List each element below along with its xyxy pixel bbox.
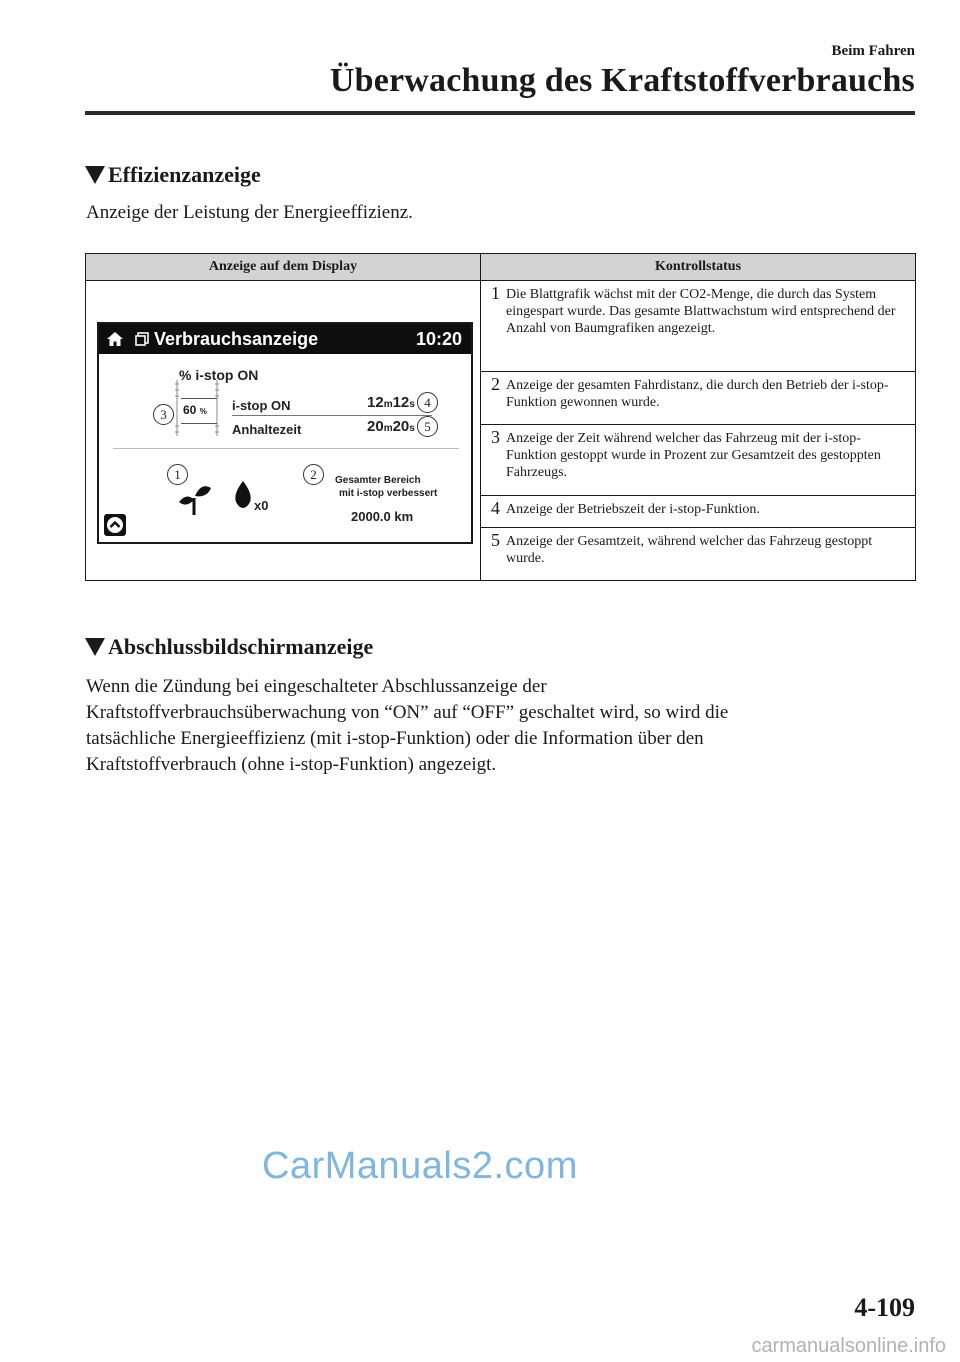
- paragraph-line: Kraftstoffverbrauch (ohne i-stop-Funktion) angezeigt.: [86, 754, 497, 775]
- col-header-display: Anzeige auf dem Display: [86, 254, 481, 281]
- item-number: 2: [491, 374, 500, 394]
- item-text: Die Blattgrafik wächst mit der CO2-Menge, die durch das System eingespart wurde. Das gesamte Blattwachstum wird entsprechend der Anzahl von Baumgrafiken angezeigt.: [506, 287, 896, 336]
- istop-percent-unit: %: [199, 407, 207, 416]
- efficiency-heading-text: Effizienzanzeige: [108, 162, 261, 187]
- triangle-marker-icon: [85, 638, 105, 656]
- efficiency-heading: [85, 162, 261, 188]
- range-label-line1: Gesamter Bereich: [335, 475, 421, 486]
- item-text: Anzeige der gesamten Fahrdistanz, die durch den Betrieb der i-stop-Funktion gewonnen wurde.: [506, 378, 889, 410]
- stop-time-value: 20m20s: [367, 418, 415, 435]
- status-item-1: [481, 281, 916, 372]
- screen-title-bar: [99, 324, 471, 354]
- item-number: 3: [491, 427, 500, 447]
- item-number: 4: [491, 498, 500, 518]
- watermark: CarManuals2.com: [262, 1145, 578, 1187]
- section-divider: [113, 448, 459, 449]
- col-header-status: Kontrollstatus: [481, 254, 916, 281]
- divider-line: [232, 415, 432, 416]
- callout-3: 3: [153, 404, 174, 425]
- closing-paragraph: [86, 674, 728, 778]
- paragraph-line: tatsächliche Energieeffizienz (mit i-stop-Funktion) oder die Information über den: [86, 728, 704, 749]
- callout-5: 5: [417, 416, 438, 437]
- paragraph-line: Kraftstoffverbrauchsüberwachung von “ON” auf “OFF” geschaltet wird, so wird die: [86, 702, 729, 723]
- item-text: Anzeige der Betriebszeit der i-stop-Funktion.: [506, 502, 760, 517]
- callout-4: 4: [417, 392, 438, 413]
- home-icon: [106, 331, 124, 347]
- paragraph-line: Wenn die Zündung bei eingeschalteter Abschlussanzeige der: [86, 676, 547, 697]
- status-item-4: [481, 496, 916, 528]
- status-item-3: [481, 425, 916, 496]
- istop-percent-label: % i-stop ON: [179, 367, 259, 383]
- submenu-icon: [135, 332, 149, 346]
- page-header: [330, 42, 915, 100]
- callout-2: 2: [303, 464, 324, 485]
- tree-icon: [233, 480, 253, 510]
- callout-1: 1: [167, 464, 188, 485]
- display-illustration-cell: [86, 281, 481, 581]
- page-title: Überwachung des Kraftstoffverbrauchs: [329, 62, 915, 99]
- status-item-2: [481, 372, 916, 425]
- range-value: 2000.0 km: [351, 509, 414, 524]
- header-rule: [85, 111, 915, 115]
- item-text: Anzeige der Zeit während welcher das Fahrzeug mit der i-stop-Funktion gestoppt wurde in Prozent zur Gesamtzeit des gestoppten Fahrzeugs.: [506, 431, 881, 480]
- page-number: 4-109: [854, 1293, 915, 1322]
- tree-count: x0: [254, 498, 269, 513]
- istop-percent-value: 60: [183, 403, 197, 417]
- istop-percent-gauge: [173, 376, 221, 440]
- control-status-table: [85, 253, 916, 581]
- screen-menu-button: [104, 514, 126, 536]
- footer-site-link[interactable]: carmanualsonline.info: [751, 1335, 946, 1357]
- istop-on-label: i-stop ON: [232, 398, 291, 413]
- triangle-marker-icon: [85, 166, 105, 184]
- screen-clock: 10:20: [415, 329, 462, 349]
- item-number: 1: [491, 283, 500, 303]
- status-item-5: [481, 528, 916, 581]
- up-chevron-icon: [104, 514, 126, 536]
- closing-heading-text: Abschlussbildschirmanzeige: [108, 634, 374, 659]
- screen-title: Verbrauchsanzeige: [154, 329, 319, 349]
- leaf-sprout-icon: [177, 480, 213, 516]
- stop-time-label: Anhaltezeit: [232, 422, 302, 437]
- section-label: Beim Fahren: [831, 43, 915, 59]
- item-number: 5: [491, 530, 500, 550]
- efficiency-intro: Anzeige der Leistung der Energieeffizienz.: [86, 202, 413, 223]
- closing-heading: [85, 634, 373, 660]
- fuel-display-screen: [97, 322, 473, 544]
- range-label-line2: mit i-stop verbessert: [339, 488, 438, 499]
- istop-on-time: 12m12s: [367, 394, 415, 411]
- item-text: Anzeige der Gesamtzeit, während welcher das Fahrzeug gestoppt wurde.: [506, 534, 873, 566]
